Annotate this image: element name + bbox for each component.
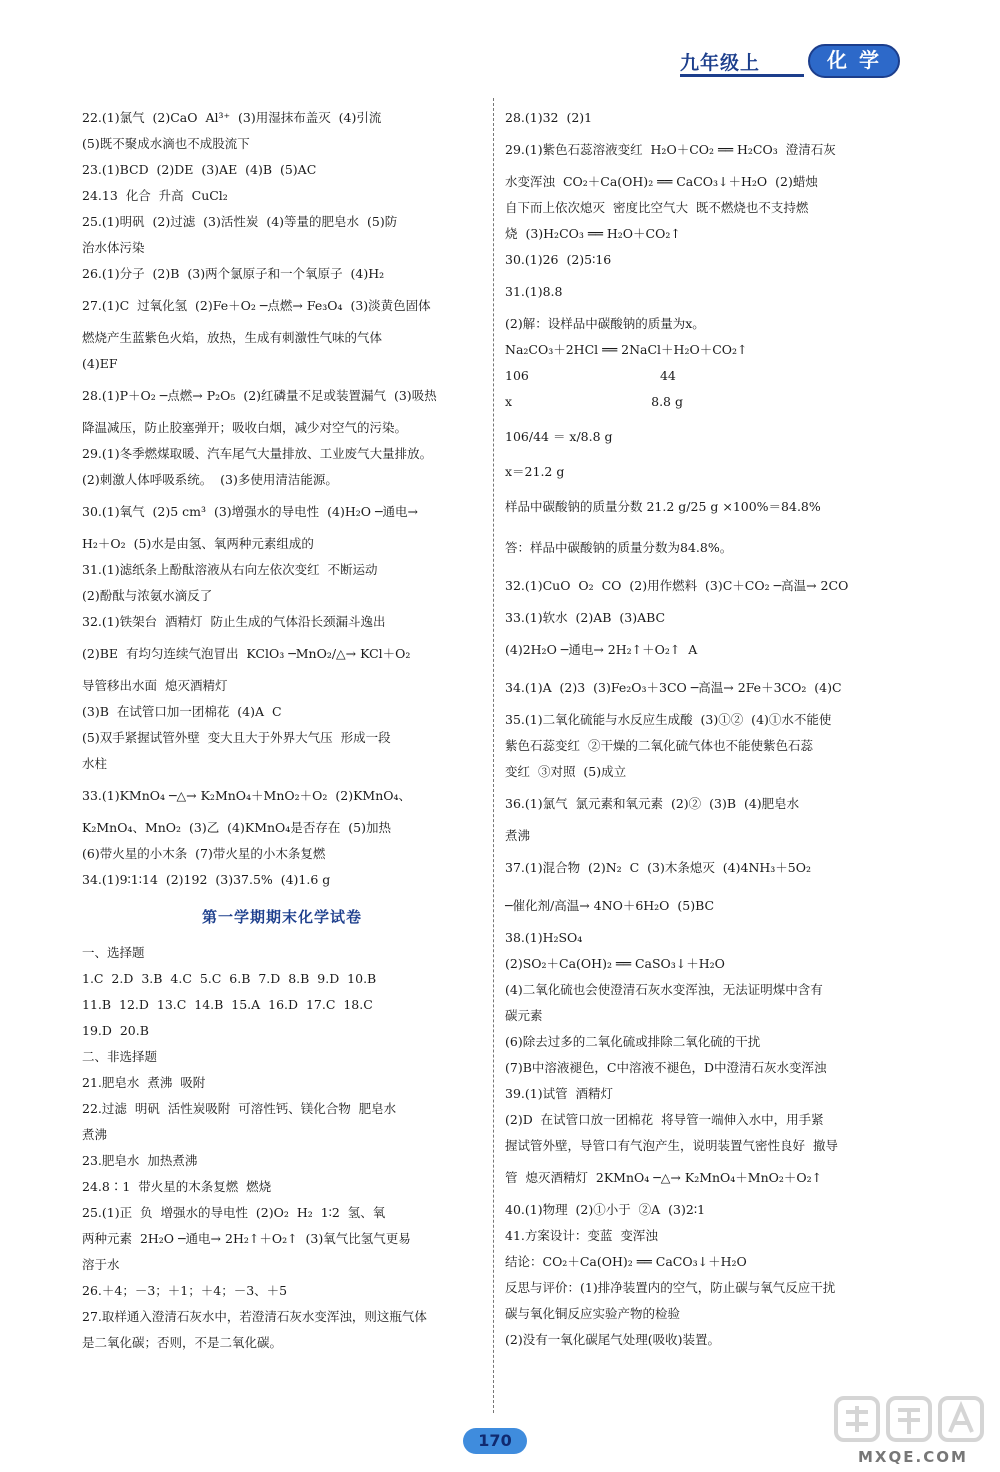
- answer-line: (5)既不聚成水滴也不成股流下: [82, 136, 250, 151]
- answer-line: H₂＋O₂ (5)水是由氢、氧两种元素组成的: [82, 536, 314, 551]
- exam-section-title: 第一学期期末化学试卷: [201, 908, 362, 926]
- subject-label: 化学: [827, 48, 891, 72]
- answer-line: K₂MnO₄、MnO₂ (3)乙 (4)KMnO₄是否存在 (5)加热: [82, 820, 391, 835]
- answer-line: 煮沸: [505, 828, 531, 843]
- answer-line: 变红 ③对照 (5)成立: [505, 764, 627, 779]
- answer-line: 23.肥皂水 加热煮沸: [82, 1153, 198, 1168]
- answer-line: 34.(1)9∶1∶14 (2)192 (3)37.5% (4)1.6 g: [82, 872, 331, 887]
- answer-line: 答：样品中碳酸钠的质量分数为84.8%。: [505, 540, 733, 555]
- answer-line: 碳与氧化铜反应实验产物的检验: [505, 1306, 681, 1321]
- answer-line: (2)BE 有均匀连续气泡冒出 KClO₃ ─MnO₂/△→ KCl＋O₂: [82, 646, 411, 661]
- answer-line: 31.(1)滤纸条上酚酞溶液从右向左依次变红 不断运动: [82, 562, 378, 577]
- answer-line: (2)酚酞与浓氨水滴反了: [82, 588, 213, 603]
- answer-line: 29.(1)冬季燃煤取暖、汽车尾气大量排放、工业废气大量排放。: [82, 446, 433, 461]
- answer-line: 27.(1)C 过氧化氢 (2)Fe＋O₂ ─点燃→ Fe₃O₄ (3)淡黄色固体: [82, 298, 431, 313]
- answer-line: (2)解：设样品中碳酸钠的质量为x。: [505, 316, 705, 331]
- answer-line: x＝21.2 g: [505, 464, 565, 479]
- header-underline: [680, 74, 804, 77]
- answer-line: 28.(1)P＋O₂ ─点燃→ P₂O₅ (2)红磷量不足或装置漏气 (3)吸热: [82, 388, 437, 403]
- answer-line: 33.(1)软水 (2)AB (3)ABC: [505, 610, 666, 625]
- answer-line: (2)没有一氧化碳尾气处理(吸收)装置。: [505, 1332, 720, 1347]
- answer-line: 23.(1)BCD (2)DE (3)AE (4)B (5)AC: [82, 162, 317, 177]
- answer-line: 33.(1)KMnO₄ ─△→ K₂MnO₄＋MnO₂＋O₂ (2)KMnO₄、: [82, 788, 412, 803]
- answer-line: 烧 (3)H₂CO₃ ══ H₂O＋CO₂↑: [505, 226, 681, 241]
- answer-line: 40.(1)物理 (2)①小于 ②A (3)2∶1: [505, 1202, 706, 1217]
- answer-line: 32.(1)CuO O₂ CO (2)用作燃料 (3)C＋CO₂ ─高温→ 2CO: [505, 578, 849, 593]
- answer-line: 降温减压，防止胶塞弹开；吸收白烟，减少对空气的污染。: [82, 420, 408, 435]
- answer-line: 自下而上依次熄灭 密度比空气大 既不燃烧也不支持燃: [505, 200, 809, 215]
- answer-line: (3)B 在试管口加一团棉花 (4)A C: [82, 704, 282, 719]
- answer-line: 样品中碳酸钠的质量分数 21.2 g/25 g ×100%＝84.8%: [505, 499, 821, 514]
- answer-line: 36.(1)氯气 氯元素和氧元素 (2)② (3)B (4)肥皂水: [505, 796, 800, 811]
- answer-line: 26.(1)分子 (2)B (3)两个氯原子和一个氧原子 (4)H₂: [82, 266, 385, 281]
- answer-line: 1.C 2.D 3.B 4.C 5.C 6.B 7.D 8.B 9.D 10.B: [82, 971, 377, 986]
- answer-line: 燃烧产生蓝紫色火焰，放热，生成有刺激性气味的气体: [82, 330, 383, 345]
- answer-line: 31.(1)8.8: [505, 284, 563, 299]
- answer-line: 反思与评价：(1)排净装置内的空气，防止碳与氧气反应干扰: [505, 1280, 836, 1295]
- answer-line: 106 44: [505, 368, 676, 383]
- answer-line: 28.(1)32 (2)1: [505, 110, 593, 125]
- answer-line: 两种元素 2H₂O ─通电→ 2H₂↑＋O₂↑ (3)氧气比氢气更易: [82, 1231, 411, 1246]
- answer-line: 30.(1)26 (2)5∶16: [505, 252, 612, 267]
- answer-line: (2)SO₂＋Ca(OH)₂ ══ CaSO₃↓＋H₂O: [505, 956, 725, 971]
- answer-line: Na₂CO₃＋2HCl ══ 2NaCl＋H₂O＋CO₂↑: [505, 342, 748, 357]
- answer-line: (7)B中溶液褪色，C中溶液不褪色，D中澄清石灰水变浑浊: [505, 1060, 827, 1075]
- watermark-text: MXQE.COM: [858, 1448, 968, 1466]
- answer-line: 106/44 ＝ x/8.8 g: [505, 429, 613, 444]
- answer-line: 24.8∶1 带火星的木条复燃 燃烧: [82, 1179, 272, 1194]
- answer-line: 煮沸: [82, 1127, 108, 1142]
- answer-line: (4)二氧化硫也会使澄清石灰水变浑浊，无法证明煤中含有: [505, 982, 823, 997]
- answer-line: 32.(1)铁架台 酒精灯 防止生成的气体沿长颈漏斗逸出: [82, 614, 386, 629]
- answer-line: 水柱: [82, 756, 108, 771]
- answer-line: 41.方案设计：变蓝 变浑浊: [505, 1228, 658, 1243]
- answer-line: 35.(1)二氧化硫能与水反应生成酸 (3)①② (4)①水不能使: [505, 712, 832, 727]
- answer-line: 一、选择题: [82, 945, 145, 960]
- page-header: [0, 0, 1000, 95]
- answer-line: 38.(1)H₂SO₄: [505, 930, 583, 945]
- answer-line: 11.B 12.D 13.C 14.B 15.A 16.D 17.C 18.C: [82, 997, 373, 1012]
- answer-line: 是二氧化碳；否则，不是二氧化碳。: [82, 1335, 283, 1350]
- answer-line: 握试管外壁，导管口有气泡产生，说明装置气密性良好 撤导: [505, 1138, 838, 1153]
- answer-line: (4)2H₂O ─通电→ 2H₂↑＋O₂↑ A: [505, 642, 698, 657]
- answer-line: 24.13 化合 升高 CuCl₂: [82, 188, 228, 203]
- answer-line: 紫色石蕊变红 ②干燥的二氧化硫气体也不能使紫色石蕊: [505, 738, 813, 753]
- answer-line: 管 熄灭酒精灯 2KMnO₄ ─△→ K₂MnO₄＋MnO₂＋O₂↑: [505, 1170, 823, 1185]
- answer-line: 19.D 20.B: [82, 1023, 149, 1038]
- answer-line: 22.过滤 明矾 活性炭吸附 可溶性钙、镁化合物 肥皂水: [82, 1101, 397, 1116]
- answer-line: 二、非选择题: [82, 1049, 158, 1064]
- answer-line: 34.(1)A (2)3 (3)Fe₂O₃＋3CO ─高温→ 2Fe＋3CO₂ (4)C: [505, 680, 842, 695]
- answer-line: (6)除去过多的二氧化硫或排除二氧化硫的干扰: [505, 1034, 761, 1049]
- answer-line: 22.(1)氯气 (2)CaO Al³⁺ (3)用湿抹布盖灭 (4)引流: [82, 110, 382, 125]
- answer-line: 29.(1)紫色石蕊溶液变红 H₂O＋CO₂ ══ H₂CO₃ 澄清石灰: [505, 142, 836, 157]
- answer-line: 25.(1)正 负 增强水的导电性 (2)O₂ H₂ 1∶2 氢、氧: [82, 1205, 386, 1220]
- grade-label: 九年级上: [680, 52, 761, 74]
- answer-line: 碳元素: [505, 1008, 543, 1023]
- answer-line: 溶于水: [82, 1257, 120, 1272]
- answer-line: 39.(1)试管 酒精灯: [505, 1086, 614, 1101]
- answer-line: ─催化剂/高温→ 4NO＋6H₂O (5)BC: [505, 898, 715, 913]
- exam-answer-column: [82, 940, 482, 1356]
- answer-line: 37.(1)混合物 (2)N₂ C (3)木条熄灭 (4)4NH₃＋5O₂: [505, 860, 812, 875]
- answer-line: 结论：CO₂＋Ca(OH)₂ ══ CaCO₃↓＋H₂O: [505, 1254, 747, 1269]
- answer-line: 水变浑浊 CO₂＋Ca(OH)₂ ══ CaCO₃↓＋H₂O (2)蜡烛: [505, 174, 818, 189]
- answer-line: 治水体污染: [82, 240, 145, 255]
- answer-line: 21.肥皂水 煮沸 吸附: [82, 1075, 206, 1090]
- answer-line: 26.＋4；－3；＋1；＋4；－3、＋5: [82, 1283, 288, 1298]
- answer-line: 27.取样通入澄清石灰水中，若澄清石灰水变浑浊，则这瓶气体: [82, 1309, 427, 1324]
- column-divider: [493, 98, 494, 1413]
- answer-line: 30.(1)氧气 (2)5 cm³ (3)增强水的导电性 (4)H₂O ─通电→: [82, 504, 418, 519]
- answer-line: (2)刺激人体呼吸系统。 (3)多使用清洁能源。: [82, 472, 338, 487]
- right-answer-column: [505, 105, 915, 1353]
- left-answer-column: [82, 105, 482, 893]
- answer-line: 导管移出水面 熄灭酒精灯: [82, 678, 228, 693]
- answer-line: (2)D 在试管口放一团棉花 将导管一端伸入水中，用手紧: [505, 1112, 824, 1127]
- answer-line: (4)EF: [82, 356, 118, 371]
- answer-line: x 8.8 g: [505, 394, 683, 409]
- answer-line: (6)带火星的小木条 (7)带火星的小木条复燃: [82, 846, 326, 861]
- answer-line: 25.(1)明矾 (2)过滤 (3)活性炭 (4)等量的肥皂水 (5)防: [82, 214, 398, 229]
- answer-line: (5)双手紧握试管外壁 变大且大于外界大气压 形成一段: [82, 730, 391, 745]
- page-number: 170: [478, 1431, 512, 1450]
